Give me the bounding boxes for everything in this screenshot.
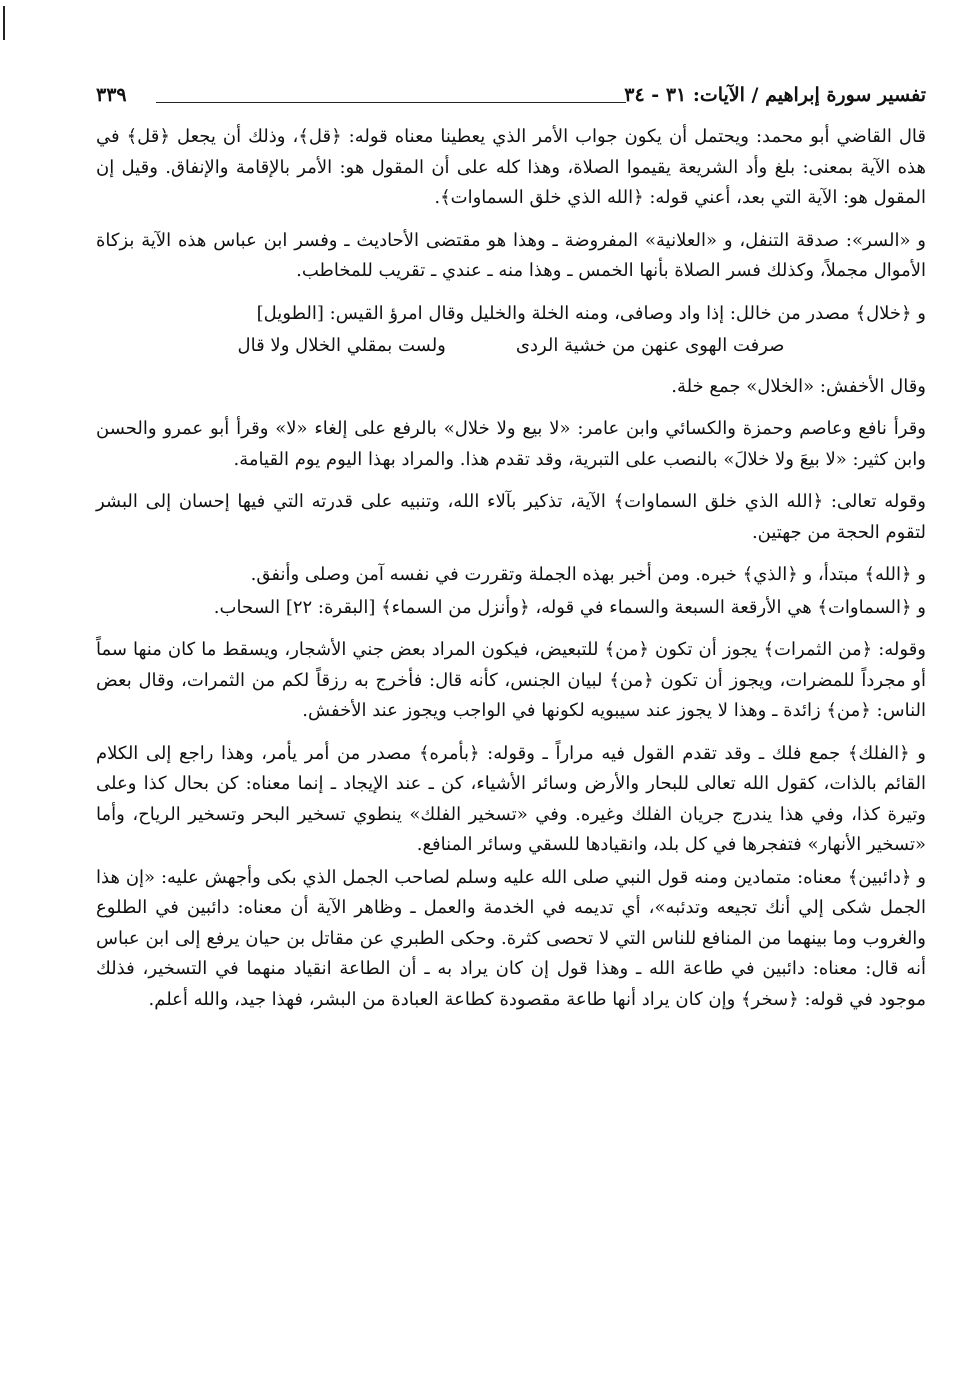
paragraph: قال القاضي أبو محمد: ويحتمل أن يكون جواب الأمر الذي يعطينا معناه قوله: ﴿قل﴾، وذلك أن يجعل ﴿قل﴾ في هذه الآية بمعنى: بلغ وأد الشريعة يقيموا الصلاة، وهذا كله على أن المقول هو: الأمر بالإقامة والإنفاق. وقيل إن المقول هو: الآية التي بعد، أعني قوله: ﴿الله الذي خلق السماوات﴾. [96,126,926,208]
khilal-line: و ﴿خلال﴾ مصدر من خالل: إذا واد وصافى، ومنه الخلة والخليل وقال امرؤ القيس: [329,302,926,324]
akhfash-line: وقال الأخفش: «الخلال» جمع خلة. [671,375,926,397]
poem-hemistich-1: صرفت الهوى عنهن من خشية الردى [515,335,785,356]
page-number: ٣٣٩ [96,84,127,106]
daibain-paragraph: و ﴿دائبين﴾ معناه: متمادين ومنه قول النبي صلى الله عليه وسلم لصاحب الجمل الذي بكى وأجهش عليه: «إن هذا الجمل شكى إلي أنك تجيعه وتدئبه»، أي تديمه في الخدمة والعمل ـ وظاهر الآية أن معناه: دائبين في الطلوع والغروب وما بينهما من المنافع للناس التي لا تحصى كثرة. وحكى الطبري عن مقاتل بن حيان يرفع إلى ابن عباس أنه قال: معناه: دائبين في طاعة الله ـ وهذا قول إن كان يراد به ـ أن الطاعة انقياد منهما في التسخير، فذلك موجود في قوله: ﴿سخر﴾ وإن كان يراد أنها طاعة مقصودة كطاعة العبادة من البشر، فهذا جيد، والله أعلم. [96,866,926,1010]
mubtada-line: و ﴿الله﴾ مبتدأ، و ﴿الذي﴾ خبره. ومن أخبر بهذه الجملة وتقررت في نفسه آمن وصلى وأنفق. [250,564,926,585]
paragraph: و «السر»: صدقة التنفل، و «العلانية» المفروضة ـ وهذا هو مقتضى الأحاديث ـ وفسر ابن عباس هذه الآية بزكاة الأموال مجملاً، وكذلك فسر الصلاة بأنها الخمس ـ وهذا منه ـ عندي ـ تقريب للمخاطب. [96,229,926,281]
poem-hemistich-2: ولست بمقلي الخلال ولا قال [237,335,446,356]
paragraph: وقوله: ﴿من الثمرات﴾ يجوز أن تكون ﴿من﴾ للتبعيض، فيكون المراد بعض جني الأشجار، ويسقط ما كان منها سماً أو مجرداً للمضرات، ويجوز أن تكون ﴿من﴾ لبيان الجنس، كأنه قال: فأخرج به رزقاً لكم من الثمرات، وقال بعض الناس: ﴿من﴾ زائدة ـ وهذا لا يجوز عند سيبويه لكونها في الواجب ويجوز عند الأخفش. [96,639,926,721]
page-body [96,122,926,1027]
header-title: تفسير سورة إبراهيم / الآيات: ٣١ - ٣٤ [624,84,926,106]
paragraph: وقرأ نافع وعاصم وحمزة والكسائي وابن عامر: «لا بيع ولا خلال» بالرفع على إلغاء «لا» وقرأ أبو عمرو والحسن وابن كثير: «لا بيعَ ولا خلالَ» بالنصب على التبرية، وقد تقدم هذا. والمراد بهذا اليوم يوم القيامة. [96,418,926,470]
poem-meter: [الطويل] [256,302,324,324]
paragraph: وقوله تعالى: ﴿الله الذي خلق السماوات﴾ الآية، تذكير بآلاء الله، وتنبيه على قدرته التي فيها إحسان إلى البشر لتقوم الحجة من جهتين. [96,491,926,543]
paragraph: و ﴿الفلك﴾ جمع فلك ـ وقد تقدم القول فيه مراراً ـ وقوله: ﴿بأمره﴾ مصدر من أمر يأمر، وهذا راجع إلى الكلام القائم بالذات، كقول الله تعالى للبحار والأرض وسائر الأشياء، كن ـ عند الإيجاد ـ إنما معناه: كن بحال كذا وعلى وتيرة كذا، وفي هذا يندرج جريان الفلك وغيره. وفي «تسخير الفلك» ينطوي تسخير البحر وتسخير الرياح، وأما «تسخير الأنهار» فتفجرها في كل بلد، وانقيادها للسقي وسائر المنافع. [96,742,926,855]
khilal-paragraph [96,299,926,330]
header-rule [156,102,626,103]
scan-edge-mark [3,6,5,40]
poem-verse [96,331,926,362]
samawat-line: و ﴿السماوات﴾ هي الأرقعة السبعة والسماء في قوله، ﴿وأنزل من السماء﴾ [البقرة: ٢٢] السحاب. [213,596,926,618]
running-header [96,84,926,114]
